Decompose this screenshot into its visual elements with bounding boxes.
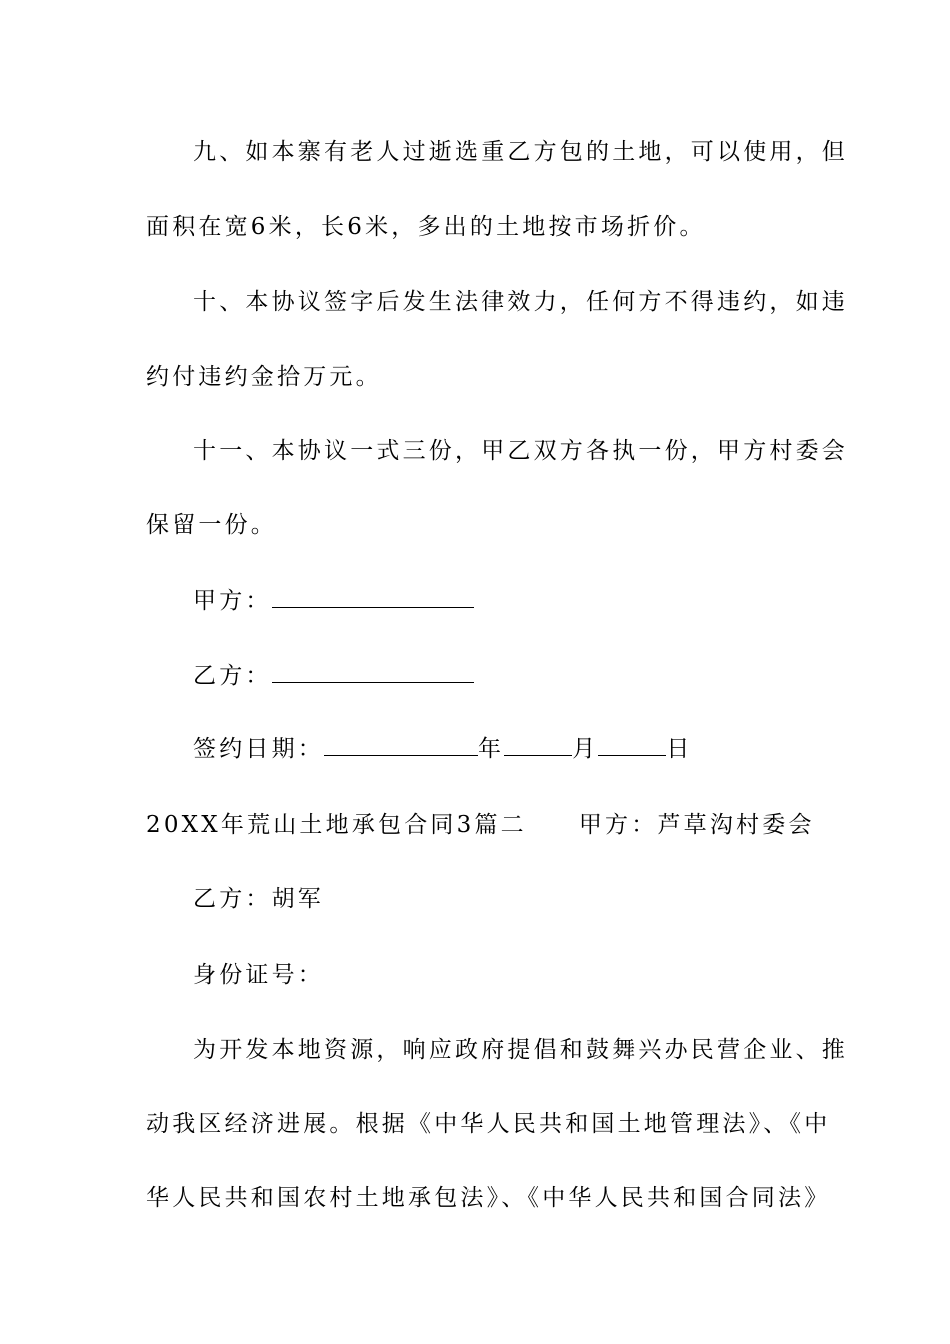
contract-2-party-b: 乙方：胡军: [193, 886, 324, 912]
contract-2-intro-line-2: 动我区经济进展。根据《中华人民共和国土地管理法》、《中: [146, 1111, 831, 1137]
party-a-signature-line: [0, 586, 950, 616]
year-label: 年: [478, 736, 505, 762]
contract-2-title: 20XX年荒山土地承包合同3篇二: [146, 812, 527, 838]
year-blank: [324, 735, 478, 756]
party-b-signature-line: [0, 661, 950, 691]
contract-2-intro-line-1: 为开发本地资源，响应政府提倡和鼓舞兴办民营企业、推: [193, 1037, 848, 1063]
party-a-blank: [272, 587, 474, 608]
clause-11-line-1: 十一、本协议一式三份，甲乙双方各执一份，甲方村委会: [193, 438, 848, 464]
date-label: 签约日期：: [193, 736, 324, 762]
month-blank: [504, 735, 572, 756]
clause-10-line-1: 十、本协议签字后发生法律效力，任何方不得违约，如违: [193, 289, 848, 315]
contract-2-party-a: 甲方：芦草沟村委会: [578, 812, 815, 838]
party-a-label: 甲方：: [193, 588, 272, 614]
contract-2-heading-line: [0, 810, 950, 840]
clause-9-line-1: 九、如本寨有老人过逝选重乙方包的土地，可以使用，但: [193, 139, 848, 165]
month-label: 月: [572, 736, 599, 762]
party-b-label: 乙方：: [193, 663, 272, 689]
sign-date-line: [0, 734, 950, 764]
day-label: 日: [666, 736, 693, 762]
clause-10-line-2: 约付违约金拾万元。: [146, 364, 382, 390]
contract-2-intro-line-3: 华人民共和国农村土地承包法》、《中华人民共和国合同法》: [146, 1185, 831, 1211]
clause-11-line-2: 保留一份。: [146, 512, 277, 538]
party-b-blank: [272, 662, 474, 683]
contract-2-id-label: 身份证号：: [193, 962, 324, 988]
clause-9-line-2: 面积在宽6米，长6米，多出的土地按市场折价。: [146, 214, 706, 240]
day-blank: [598, 735, 666, 756]
